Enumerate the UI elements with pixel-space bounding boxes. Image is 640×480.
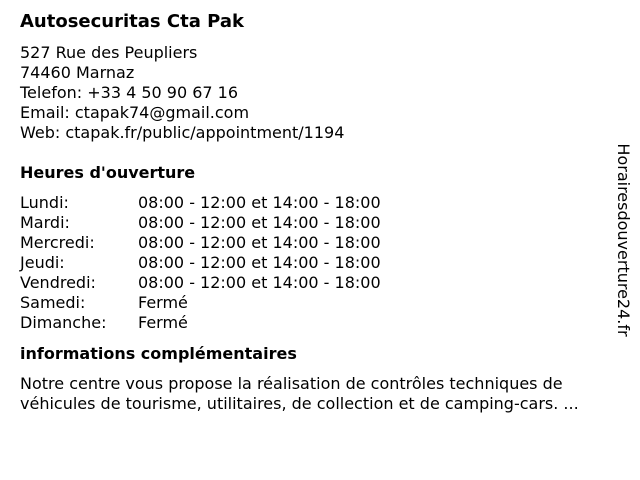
phone-line: Telefon: +33 4 50 90 67 16: [20, 83, 239, 102]
hours-row-friday: [20, 273, 620, 293]
business-card: [20, 10, 620, 414]
hours-row-wednesday: [20, 233, 620, 253]
hours-row-monday: [20, 193, 620, 213]
hours-heading: Heures d'ouverture: [20, 163, 196, 182]
hours-row-tuesday: [20, 213, 620, 233]
time-value: Fermé: [138, 293, 188, 312]
email-line: Email: ctapak74@gmail.com: [20, 103, 250, 122]
address-line-1: 527 Rue des Peupliers: [20, 43, 198, 62]
site-watermark: Horairesdouverture24.fr: [614, 143, 633, 337]
time-value: 08:00 - 12:00 et 14:00 - 18:00: [138, 193, 381, 212]
day-label: Mercredi:: [20, 233, 95, 252]
day-label: Lundi:: [20, 193, 69, 212]
time-value: 08:00 - 12:00 et 14:00 - 18:00: [138, 273, 381, 292]
time-value: Fermé: [138, 313, 188, 332]
day-label: Vendredi:: [20, 273, 96, 292]
info-text: Notre centre vous propose la réalisation de contrôles techniques de véhicules de tourisme, utilitaires, de collection et de camping-cars. ...: [20, 374, 579, 413]
time-value: 08:00 - 12:00 et 14:00 - 18:00: [138, 253, 381, 272]
day-label: Dimanche:: [20, 313, 107, 332]
day-label: Mardi:: [20, 213, 70, 232]
info-heading: informations complémentaires: [20, 344, 297, 363]
hours-row-saturday: [20, 293, 620, 313]
time-value: 08:00 - 12:00 et 14:00 - 18:00: [138, 233, 381, 252]
time-value: 08:00 - 12:00 et 14:00 - 18:00: [138, 213, 381, 232]
business-name: Autosecuritas Cta Pak: [20, 11, 244, 32]
day-label: Jeudi:: [20, 253, 65, 272]
address-line-2: 74460 Marnaz: [20, 63, 135, 82]
day-label: Samedi:: [20, 293, 86, 312]
hours-row-thursday: [20, 253, 620, 273]
hours-row-sunday: [20, 313, 620, 333]
hours-list: [20, 193, 620, 333]
web-line: Web: ctapak.fr/public/appointment/1194: [20, 123, 345, 142]
